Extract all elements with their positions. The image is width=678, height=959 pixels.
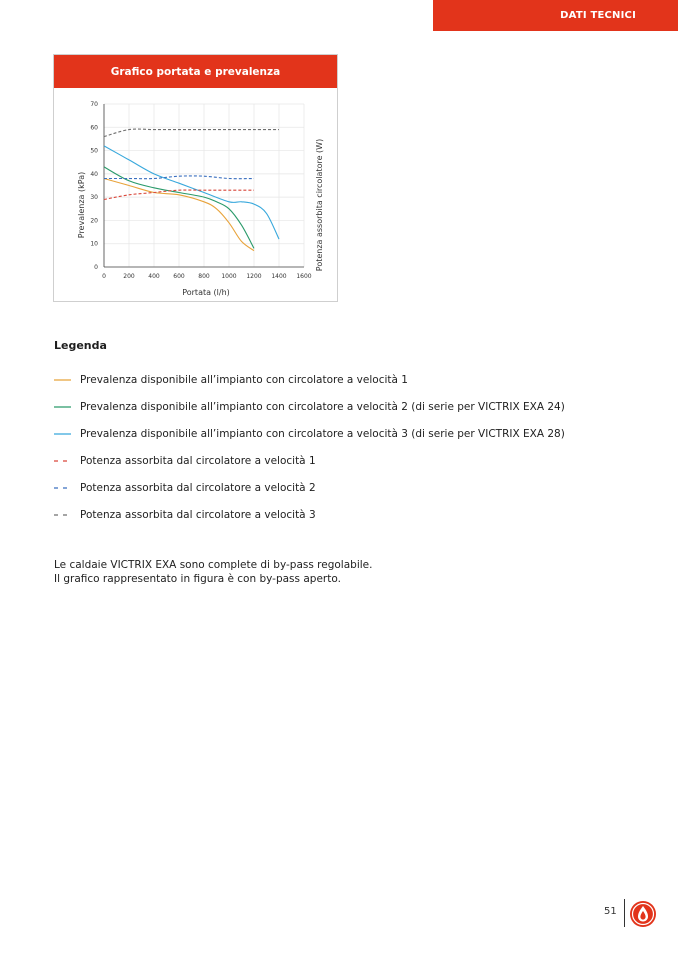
series-line-6 [104, 129, 279, 137]
legend-item [54, 366, 614, 393]
legend-label: Prevalenza disponibile all’impianto con circolatore a velocità 2 (di serie per VICTRIX EXA 24) [80, 400, 565, 413]
chart-title: Grafico portata e prevalenza [54, 55, 337, 88]
legend-item [54, 447, 614, 474]
x-tick-label: 600 [173, 273, 185, 280]
note-line-2: Il grafico rappresentato in figura è con by-pass aperto. [54, 573, 341, 585]
legend-label: Potenza assorbita dal circolatore a velocità 1 [80, 454, 316, 467]
y-axis-label: Prevalenza (kPa) [77, 171, 86, 239]
legend-swatch [54, 429, 72, 439]
legend-item [54, 420, 614, 447]
series-line-3 [104, 146, 279, 239]
y-tick-label: 70 [90, 101, 98, 108]
section-header-tab [433, 0, 678, 31]
y-tick-label: 10 [90, 240, 98, 248]
section-label: DATI TECNICI [560, 10, 636, 21]
y-tick-label: 40 [90, 170, 98, 178]
flame-logo-icon [629, 900, 657, 928]
legend-label: Prevalenza disponibile all’impianto con circolatore a velocità 1 [80, 373, 408, 386]
y-tick-label: 0 [94, 264, 98, 271]
y-tick-label: 60 [90, 124, 98, 132]
y-tick-label: 20 [90, 217, 98, 225]
y-tick-label: 30 [90, 194, 98, 202]
x-tick-label: 1200 [246, 273, 262, 280]
x-tick-label: 1400 [271, 273, 287, 280]
legend-swatch [54, 375, 72, 385]
footer-divider [624, 899, 625, 927]
page-number: 51 [604, 906, 617, 917]
y-tick-label: 50 [90, 147, 98, 155]
x-tick-label: 1600 [296, 273, 312, 280]
chart-panel [53, 54, 338, 302]
legend-list [54, 366, 614, 528]
x-tick-label: 0 [102, 273, 106, 280]
legend-item [54, 474, 614, 501]
x-tick-label: 800 [198, 273, 210, 280]
legend-item [54, 393, 614, 420]
bypass-note [54, 558, 372, 586]
legend-label: Potenza assorbita dal circolatore a velocità 3 [80, 508, 316, 521]
legend-item [54, 501, 614, 528]
legend-label: Prevalenza disponibile all’impianto con circolatore a velocità 3 (di serie per VICTRIX EXA 28) [80, 427, 565, 440]
legend-label: Potenza assorbita dal circolatore a velocità 2 [80, 481, 316, 494]
x-tick-label: 400 [148, 273, 160, 280]
legend-swatch [54, 456, 72, 466]
legend-swatch [54, 510, 72, 520]
legend-swatch [54, 483, 72, 493]
legend-swatch [54, 402, 72, 412]
note-line-1: Le caldaie VICTRIX EXA sono complete di by-pass regolabile. [54, 559, 373, 571]
x-tick-label: 1000 [221, 273, 237, 280]
x-tick-label: 200 [123, 273, 135, 280]
x-axis-label: Portata (l/h) [182, 288, 230, 297]
pump-curve-chart [54, 88, 337, 301]
legend-title: Legenda [54, 339, 107, 352]
y2-axis-label: Potenza assorbita circolatore (W) [315, 138, 324, 272]
